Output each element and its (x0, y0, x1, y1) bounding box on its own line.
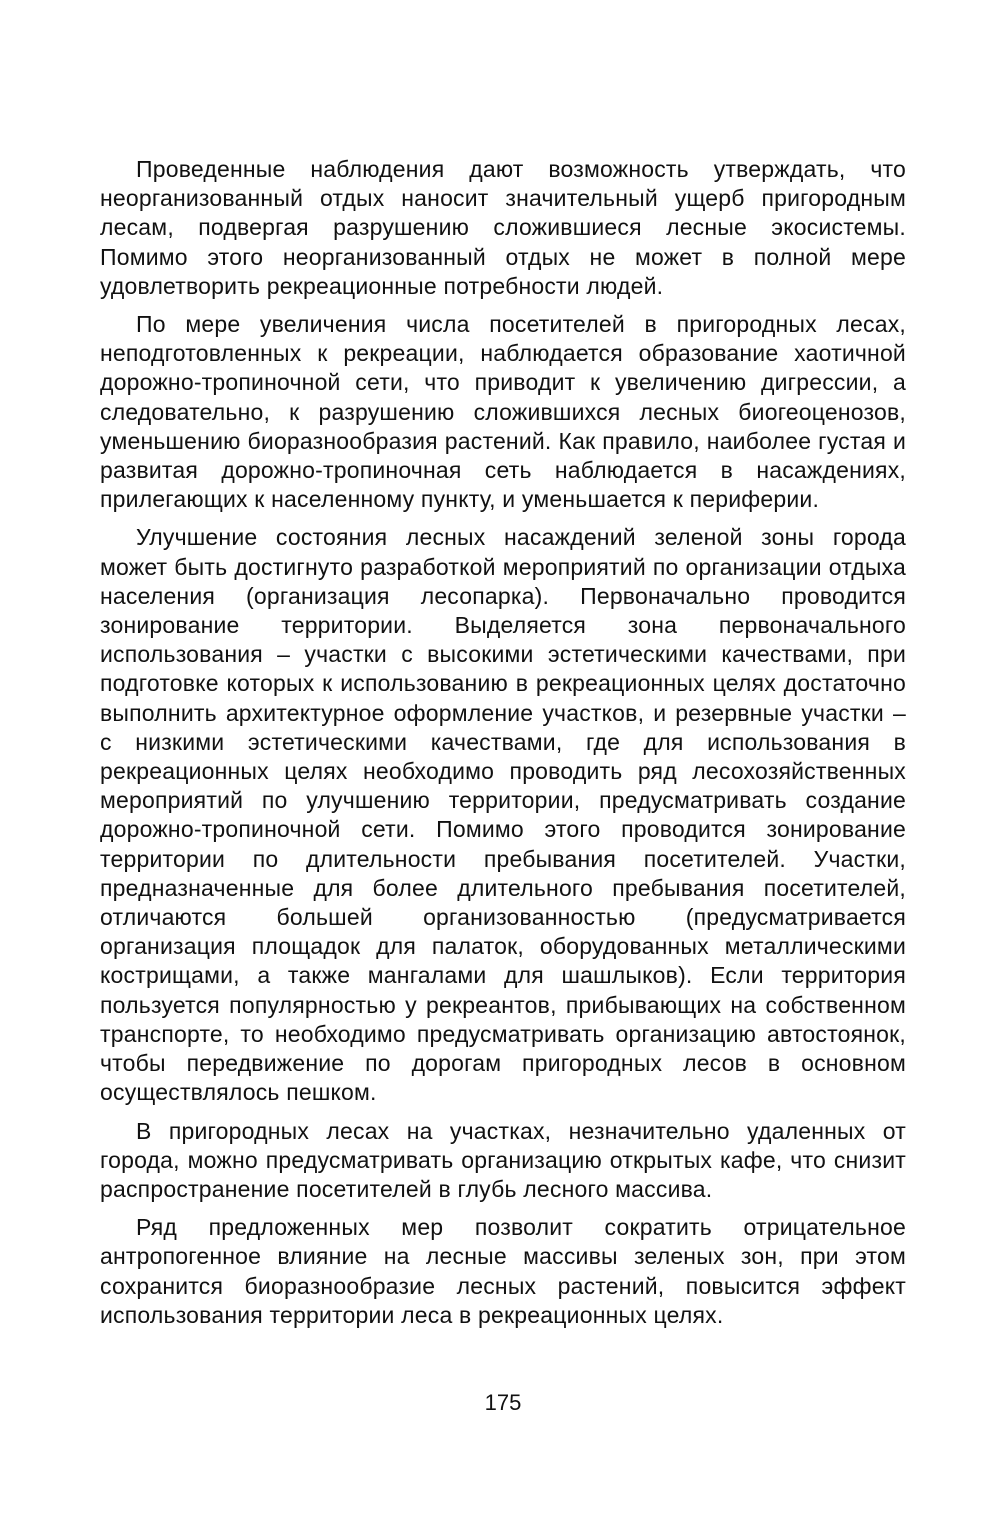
paragraph-trail-network: По мере увеличения числа посетителей в пригородных лесах, неподготовленных к рекреации, наблюдается образование хаотичной дорожно-тропиночной сети, что приводит к увеличению дигрессии, а следовательно, к разрушению сложившихся лесных биогеоценозов, уменьшению биоразнообразия растений. Как правило, наиболее густая и развитая дорожно-тропиночная сеть наблюдается в насаждениях, прилегающих к населенному пункту, и уменьшается к периферии. (100, 311, 906, 513)
paragraph-cafes: В пригородных лесах на участках, незначительно удаленных от города, можно предусматривать организацию открытых кафе, что снизит распространение посетителей в глубь лесного массива. (100, 1117, 906, 1202)
paragraph-conclusion: Ряд предложенных мер позволит сократить отрицательное антропогенное влияние на лесные массивы зеленых зон, при этом сохранится биоразнообразие лесных растений, повысится эффект использования территории леса в рекреационных целях. (100, 1214, 906, 1328)
paragraph-zoning: Улучшение состояния лесных насаждений зеленой зоны города может быть достигнуто разработкой мероприятий по организации отдыха населения (организация лесопарка). Первоначально проводится зонирование территории. Выделяется зона первоначального использования – участки с высокими эстетическими качествами, при подготовке которых к использованию в рекреационных целях достаточно выполнить архитектурное оформление участков, и резервные участки – с низкими эстетическими качествами, где для использования в рекреационных целях необходимо проводить ряд лесохозяйственных мероприятий по улучшению территории, предусматривать создание дорожно-тропиночной сети. Помимо этого проводится зонирование территории по длительности пребывания посетителей. Участки, предназначенные для более длительного пребывания посетителей, отличаются большей организованностью (предусматривается организация площадок для палаток, оборудованных металлическими кострищами, а также мангалами для шашлыков). Если территория пользуется популярностью у рекреантов, прибывающих на собственном транспорте, то необходимо предусматривать организацию автостоянок, чтобы передвижение по дорогам пригородных лесов в основном осуществлялось пешком. (100, 524, 906, 1106)
paragraph-observations: Проведенные наблюдения дают возможность утверждать, что неорганизованный отдых наносит значительный ущерб пригородным лесам, подвергая разрушению сложившиеся лесные экосистемы. Помимо этого неорганизованный отдых не может в полной мере удовлетворить рекреационные потребности людей. (100, 156, 906, 299)
page-body (100, 155, 906, 1339)
page-number: 175 (484, 1390, 522, 1415)
